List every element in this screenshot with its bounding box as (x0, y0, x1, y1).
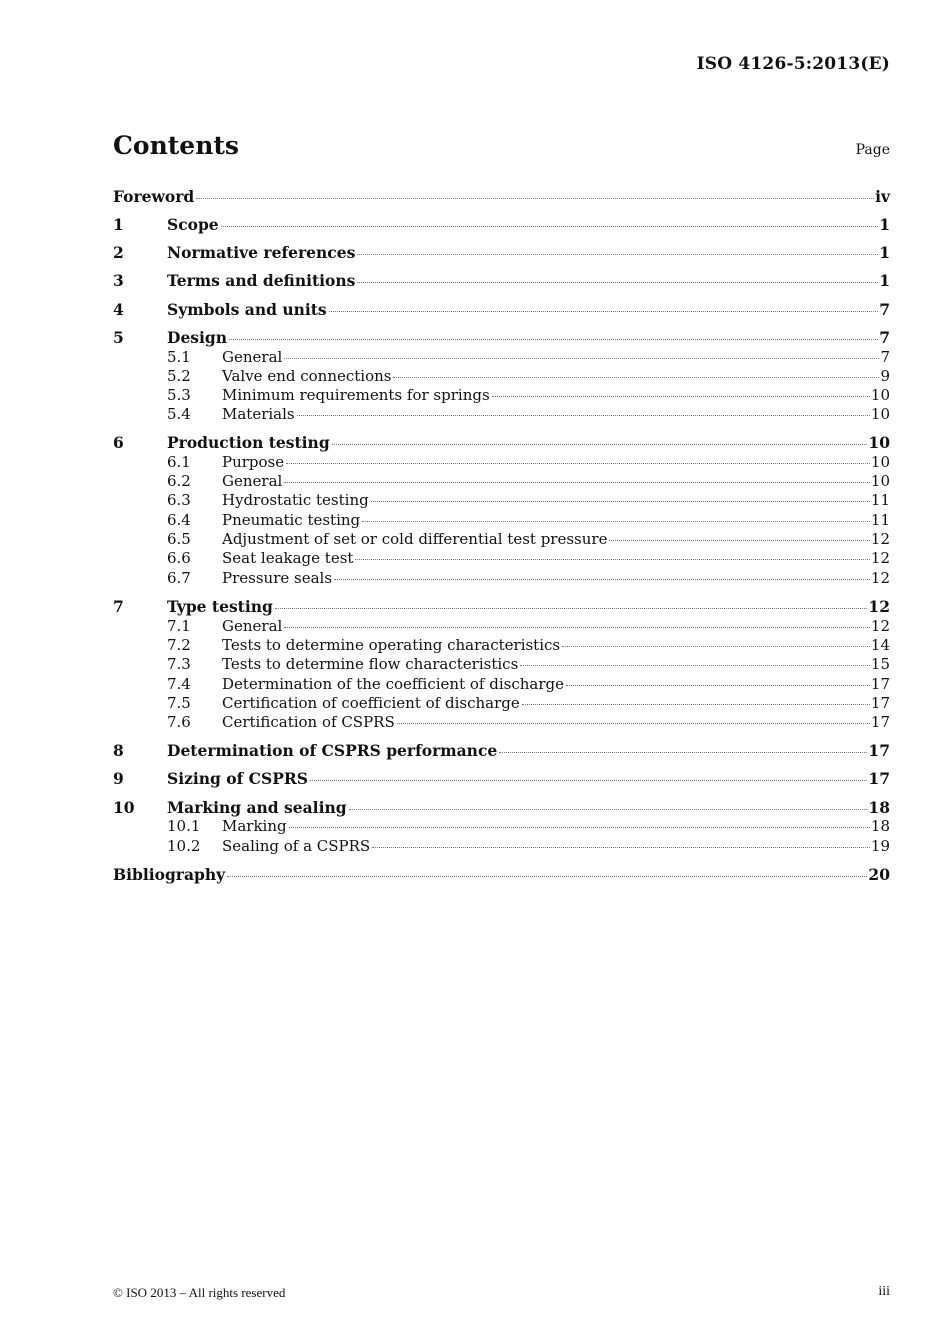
dot-leader (332, 444, 868, 445)
toc-entry-number: 7.6 (167, 713, 191, 731)
dot-leader (289, 827, 870, 828)
toc-entry-page: 7 (879, 300, 890, 319)
toc-entry-page: 11 (870, 511, 890, 529)
footer-copyright: © ISO 2013 – All rights reserved (113, 1285, 286, 1300)
page-column-label: Page (855, 142, 890, 158)
toc-entry-page: 10 (870, 405, 890, 423)
toc-entry-number: 6.2 (167, 472, 191, 490)
toc-entry-page: 10 (868, 433, 890, 452)
toc-entry-6-6-seat-leakage-test[interactable] (113, 549, 890, 568)
toc-entry-number: 6.5 (167, 530, 191, 548)
toc-entry-7-4-coefficient-of-discharge[interactable] (113, 675, 890, 694)
toc-entry-5-4-materials[interactable] (113, 405, 890, 424)
toc-entry-number: 7.4 (167, 675, 191, 693)
toc-entry-page: 17 (868, 769, 890, 788)
toc-entry-title: General (222, 348, 283, 366)
toc-entry-number: 5 (113, 328, 124, 347)
footer-page-number: iii (878, 1284, 890, 1299)
toc-entry-title: Hydrostatic testing (222, 491, 369, 509)
toc-entry-6-4-pneumatic-testing[interactable] (113, 511, 890, 530)
toc-entry-7-5-certification-coefficient[interactable] (113, 694, 890, 713)
toc-entry-production-testing[interactable] (113, 433, 890, 455)
dot-leader (196, 198, 874, 199)
toc-entry-number: 10.2 (167, 837, 201, 855)
toc-entry-page: 12 (870, 530, 890, 548)
toc-entry-number: 5.2 (167, 367, 191, 385)
dot-leader (609, 540, 869, 541)
toc-entry-title: Pneumatic testing (222, 511, 361, 529)
toc-entry-title: General (222, 472, 283, 490)
toc-entry-10-1-marking[interactable] (113, 817, 890, 836)
toc-entry-number: 7.3 (167, 655, 191, 673)
dot-leader (284, 627, 870, 628)
dot-leader (371, 501, 870, 502)
toc-entry-number: 10 (113, 798, 135, 817)
dot-leader (334, 579, 870, 580)
toc-entry-page: 7 (880, 348, 890, 366)
toc-entry-10-2-sealing[interactable] (113, 837, 890, 856)
toc-entry-title: Minimum requirements for springs (222, 386, 490, 404)
toc-entry-bibliography[interactable] (113, 865, 890, 887)
toc-entry-page: 17 (870, 713, 890, 731)
dot-leader (520, 665, 870, 666)
toc-entry-title: Pressure seals (222, 569, 333, 587)
toc-entry-title: Bibliography (113, 865, 226, 884)
toc-entry-page: 12 (868, 597, 890, 616)
dot-leader (275, 608, 868, 609)
toc-entry-page: 1 (879, 271, 890, 290)
toc-entry-title: Marking and sealing (167, 798, 347, 817)
toc-entry-symbols-and-units[interactable] (113, 300, 890, 322)
toc-entry-page: iv (875, 187, 890, 206)
toc-entry-page: 17 (870, 675, 890, 693)
toc-entry-terms-and-definitions[interactable] (113, 271, 890, 293)
toc-entry-title: Marking (222, 817, 287, 835)
toc-entry-page: 12 (870, 549, 890, 567)
toc-entry-6-3-hydrostatic-testing[interactable] (113, 491, 890, 510)
toc-entry-7-2-operating-characteristics[interactable] (113, 636, 890, 655)
contents-title: Contents (113, 131, 240, 160)
dot-leader (221, 226, 879, 227)
toc-entry-number: 10.1 (167, 817, 201, 835)
toc-entry-number: 9 (113, 769, 124, 788)
toc-entry-7-1-general[interactable] (113, 617, 890, 636)
toc-entry-number: 5.4 (167, 405, 191, 423)
toc-entry-page: 17 (868, 741, 890, 760)
toc-entry-title: Sealing of a CSPRS (222, 837, 371, 855)
toc-entry-title: Purpose (222, 453, 285, 471)
toc-entry-5-2-valve-end-connections[interactable] (113, 367, 890, 386)
toc-entry-page: 1 (879, 243, 890, 262)
dot-leader (492, 396, 870, 397)
toc-entry-title: Foreword (113, 187, 195, 206)
toc-entry-scope[interactable] (113, 215, 890, 237)
toc-entry-title: Certification of coefficient of discharge (222, 694, 520, 712)
toc-entry-title: Adjustment of set or cold differential test pressure (222, 530, 608, 548)
toc-entry-page: 17 (870, 694, 890, 712)
toc-entry-5-1-general[interactable] (113, 348, 890, 367)
toc-entry-number: 7.5 (167, 694, 191, 712)
toc-entry-design[interactable] (113, 328, 890, 350)
toc-entry-page: 10 (870, 472, 890, 490)
toc-entry-page: 19 (870, 837, 890, 855)
toc-entry-title: General (222, 617, 283, 635)
toc-entry-page: 10 (870, 453, 890, 471)
toc-entry-6-7-pressure-seals[interactable] (113, 569, 890, 588)
toc-entry-normative-references[interactable] (113, 243, 890, 265)
toc-entry-page: 20 (868, 865, 890, 884)
toc-entry-title: Certification of CSPRS (222, 713, 395, 731)
toc-entry-7-6-certification-cspr[interactable] (113, 713, 890, 732)
dot-leader (284, 358, 879, 359)
dot-leader (227, 876, 867, 877)
toc-entry-number: 6.3 (167, 491, 191, 509)
toc-entry-page: 14 (870, 636, 890, 654)
toc-entry-page: 15 (870, 655, 890, 673)
dot-leader (355, 559, 869, 560)
toc-entry-6-1-purpose[interactable] (113, 453, 890, 472)
toc-entry-type-testing[interactable] (113, 597, 890, 619)
dot-leader (357, 254, 878, 255)
toc-entry-title: Tests to determine flow characteristics (222, 655, 519, 673)
toc-entry-number: 4 (113, 300, 124, 319)
toc-entry-cspr-performance[interactable] (113, 741, 890, 763)
dot-leader (372, 847, 870, 848)
toc-entry-number: 6 (113, 433, 124, 452)
dot-leader (310, 780, 867, 781)
toc-entry-title: Seat leakage test (222, 549, 354, 567)
dot-leader (566, 685, 870, 686)
toc-entry-foreword[interactable] (113, 187, 890, 209)
toc-entry-page: 12 (870, 569, 890, 587)
toc-entry-number: 6.4 (167, 511, 191, 529)
dot-leader (362, 521, 870, 522)
dot-leader (229, 339, 878, 340)
toc-entry-6-5-adjustment[interactable] (113, 530, 890, 549)
toc-entry-title: Scope (167, 215, 219, 234)
toc-entry-title: Normative references (167, 243, 356, 262)
toc-entry-title: Tests to determine operating characteristics (222, 636, 561, 654)
toc-entry-title: Production testing (167, 433, 330, 452)
dot-leader (397, 723, 870, 724)
toc-entry-page: 11 (870, 491, 890, 509)
toc-entry-title: Symbols and units (167, 300, 327, 319)
toc-entry-5-3-springs[interactable] (113, 386, 890, 405)
toc-entry-number: 5.1 (167, 348, 191, 366)
dot-leader (286, 463, 870, 464)
dot-leader (522, 704, 870, 705)
toc-entry-number: 7.1 (167, 617, 191, 635)
toc-entry-title: Determination of CSPRS performance (167, 741, 498, 760)
toc-entry-title: Valve end connections (222, 367, 392, 385)
toc-entry-title: Design (167, 328, 228, 347)
toc-entry-title: Determination of the coefficient of discharge (222, 675, 564, 693)
toc-entry-number: 7 (113, 597, 124, 616)
toc-entry-number: 6.6 (167, 549, 191, 567)
toc-entry-page: 9 (880, 367, 890, 385)
dot-leader (329, 311, 879, 312)
toc-entry-sizing-of-cspr[interactable] (113, 769, 890, 791)
toc-entry-title: Terms and definitions (167, 271, 356, 290)
toc-entry-page: 1 (879, 215, 890, 234)
toc-entry-number: 1 (113, 215, 124, 234)
dot-leader (499, 752, 867, 753)
toc-entry-6-2-general[interactable] (113, 472, 890, 491)
toc-entry-page: 18 (868, 798, 890, 817)
dot-leader (393, 377, 879, 378)
toc-entry-title: Materials (222, 405, 295, 423)
dot-leader (297, 415, 870, 416)
toc-entry-page: 7 (879, 328, 890, 347)
toc-entry-title: Type testing (167, 597, 273, 616)
toc-entry-page: 12 (870, 617, 890, 635)
toc-entry-number: 7.2 (167, 636, 191, 654)
toc-entry-number: 6.1 (167, 453, 191, 471)
toc-entry-number: 8 (113, 741, 124, 760)
toc-entry-number: 6.7 (167, 569, 191, 587)
toc-entry-page: 10 (870, 386, 890, 404)
dot-leader (357, 282, 878, 283)
dot-leader (562, 646, 870, 647)
dot-leader (284, 482, 870, 483)
toc-entry-title: Sizing of CSPRS (167, 769, 308, 788)
dot-leader (349, 809, 868, 810)
toc-entry-number: 3 (113, 271, 124, 290)
page-header: ISO 4126-5:2013(E) (696, 54, 890, 74)
toc-entry-7-3-flow-characteristics[interactable] (113, 655, 890, 674)
toc-entry-number: 5.3 (167, 386, 191, 404)
toc-entry-number: 2 (113, 243, 124, 262)
toc-entry-page: 18 (870, 817, 890, 835)
